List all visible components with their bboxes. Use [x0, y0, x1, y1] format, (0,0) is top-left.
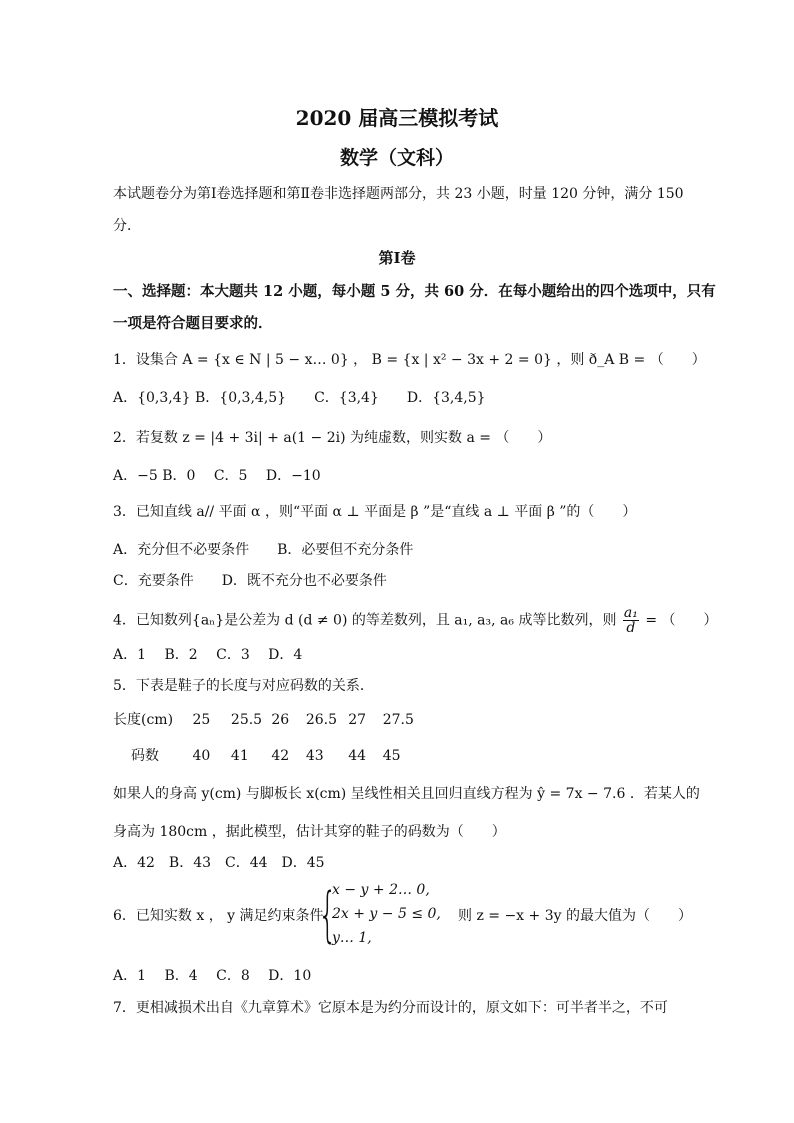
q4-stem-text: 4．已知数列{aₙ}是公差为 d (d ≠ 0) 的等差数列，且 a₁, a₃, a₆ 成等比数列，则 [113, 612, 617, 629]
q7-stem: 7．更相减损术出自《九章算术》它原本是为约分而设计的，原文如下：可半者半之，不可 [113, 1000, 668, 1016]
q5-row2-cell: 41 [230, 748, 249, 764]
q5-stem: 5．下表是鞋子的长度与对应码数的关系． [113, 678, 374, 694]
q5-row2-cell: 40 [192, 748, 211, 764]
q5-options: A．42 B．43 C．44 D．45 [113, 855, 325, 871]
q5-text-1: 如果人的身高 y(cm) 与脚板长 x(cm) 呈线性相关且回归直线方程为 ŷ = 7x − 7.6 ．若某人的 [113, 786, 700, 802]
q4-options: A．1 B．2 C．3 D．4 [113, 647, 303, 663]
q4-stem-end: = （ ） [645, 612, 718, 629]
q5-row2-cell: 44 [348, 748, 367, 764]
q2-stem: 2．若复数 z = |4 + 3i| + a(1 − 2i) 为纯虚数，则实数 a = （ ） [113, 430, 552, 446]
page-title: 2020 届高三模拟考试 [295, 106, 499, 130]
q4-frac-den: d [626, 620, 636, 636]
intro-line-1: 本试题卷分为第Ⅰ卷选择题和第Ⅱ卷非选择题两部分，共 23 小题，时量 120 分钟，满分 150 [113, 186, 684, 202]
q5-table-row-length [113, 710, 423, 730]
q4-stem [113, 606, 718, 635]
q5-row2-cell: 45 [382, 748, 401, 764]
q5-row1-label: 长度(cm) [113, 712, 174, 728]
q5-row1-cell: 27.5 [382, 712, 414, 728]
q5-row1-cell: 26.5 [305, 712, 337, 728]
q6-condition-1: x − y + 2… 0, [332, 882, 430, 898]
q5-row1-cell: 27 [348, 712, 367, 728]
brace-symbol: { [318, 880, 338, 950]
part1-heading-line-1: 一、选择题：本大题共 12 小题，每小题 5 分，共 60 分．在每小题给出的四个选项中，只有 [113, 283, 716, 300]
q1-options: A．{0,3,4} B．{0,3,4,5} C．{3,4} D．{3,4,5} [113, 390, 486, 406]
q5-text-2: 身高为 180cm ，据此模型，估计其穿的鞋子的码数为（ ） [113, 824, 506, 840]
q6-condition-2: 2x + y − 5 ≤ 0, [332, 906, 441, 922]
q3-stem: 3．已知直线 a// 平面 α ，则“平面 α ⊥ 平面是 β ”是“直线 a ⊥ 平面 β ”的（ ） [113, 504, 637, 520]
intro-line-2: 分． [113, 218, 141, 234]
q5-table-row-size [131, 746, 423, 766]
section-title: 第Ⅰ卷 [378, 249, 416, 267]
q6-stem-b: 则 z = −x + 3y 的最大值为（ ） [458, 908, 692, 924]
q6-condition-3: y… 1, [332, 930, 372, 946]
q6-constraint-system [318, 882, 458, 952]
q5-row1-cell: 26 [271, 712, 290, 728]
q6-options: A．1 B．4 C．8 D．10 [113, 968, 312, 984]
q1-stem: 1．设集合 A = {x ∈ N | 5 − x… 0} ， B = {x | x² − 3x + 2 = 0} ，则 ð_A B = （ ） [113, 352, 706, 368]
q3-options-2: C．充要条件 D．既不充分也不必要条件 [113, 573, 387, 589]
q2-options: A．−5 B．0 C．5 D．−10 [113, 468, 321, 484]
q5-row2-label: 码数 [131, 748, 159, 764]
q5-row2-cell: 43 [305, 748, 324, 764]
q6-stem-a: 6．已知实数 x ， y 满足约束条件 [113, 908, 324, 924]
page-subtitle: 数学（文科） [339, 147, 454, 169]
part1-heading-line-2: 一项是符合题目要求的． [113, 315, 273, 332]
q5-row1-cell: 25 [192, 712, 211, 728]
q4-frac-num: a₁ [623, 605, 638, 621]
q3-options-1: A．充分但不必要条件 B．必要但不充分条件 [113, 542, 414, 558]
q5-row1-cell: 25.5 [230, 712, 263, 728]
q4-fraction [623, 606, 639, 635]
q5-row2-cell: 42 [271, 748, 290, 764]
